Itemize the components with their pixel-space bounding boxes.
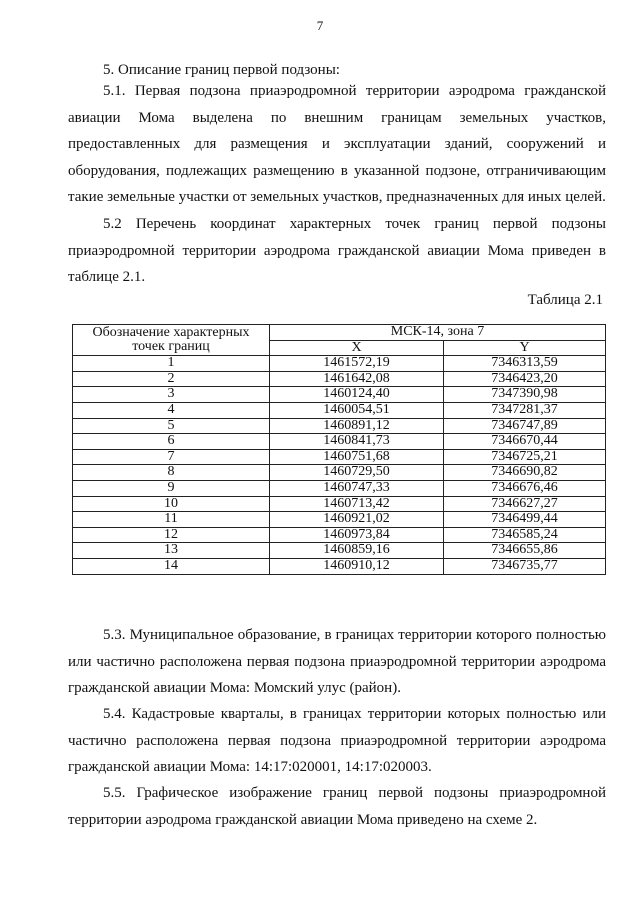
point-number-cell: 5 — [73, 418, 270, 434]
y-coordinate-cell: 7346747,89 — [444, 418, 606, 434]
y-coordinate-cell: 7346499,44 — [444, 512, 606, 528]
x-coordinate-cell: 1460713,42 — [270, 496, 444, 512]
y-coordinate-cell: 7346725,21 — [444, 449, 606, 465]
y-coordinate-cell: 7346670,44 — [444, 434, 606, 450]
point-number-cell: 8 — [73, 465, 270, 481]
point-number-cell: 2 — [73, 371, 270, 387]
x-coordinate-cell: 1460973,84 — [270, 527, 444, 543]
paragraph-5-1: 5.1. Первая подзона приаэродромной территории аэродрома гражданской авиации Мома выделена по внешним границам земельных участков, предоставленных для размещения и эксплуатации зданий, сооружений и оборудования, подлежащих размещению в указанной подзоне, отграничивающим такие земельные участки от земельных участков, предназначенных для иных целей. — [68, 83, 606, 205]
header-points: Обозначение характерных точек границ — [73, 325, 270, 356]
table-row — [73, 356, 606, 372]
y-coordinate-cell: 7347281,37 — [444, 402, 606, 418]
coordinates-table — [72, 324, 606, 575]
table-row — [73, 558, 606, 574]
y-coordinate-cell: 7346627,27 — [444, 496, 606, 512]
point-number-cell: 9 — [73, 480, 270, 496]
table-row — [73, 480, 606, 496]
point-number-cell: 3 — [73, 387, 270, 403]
point-number-cell: 1 — [73, 356, 270, 372]
paragraph-5-4: 5.4. Кадастровые кварталы, в границах территории которых полностью или частично расположена первая подзона приаэродромной территории аэродрома гражданской авиации Мома: 14:17:020001, 14:17:020003. — [68, 706, 606, 775]
table-row — [73, 527, 606, 543]
section-heading: 5. Описание границ первой подзоны: — [103, 62, 340, 78]
y-coordinate-cell: 7346585,24 — [444, 527, 606, 543]
x-coordinate-cell: 1460921,02 — [270, 512, 444, 528]
x-coordinate-cell: 1460859,16 — [270, 543, 444, 559]
x-coordinate-cell: 1461642,08 — [270, 371, 444, 387]
table-row — [73, 402, 606, 418]
table-header-row — [73, 325, 606, 341]
table-row — [73, 418, 606, 434]
table-caption: Таблица 2.1 — [527, 292, 603, 308]
table-row — [73, 465, 606, 481]
point-number-cell: 14 — [73, 558, 270, 574]
table-row — [73, 543, 606, 559]
y-coordinate-cell: 7347390,98 — [444, 387, 606, 403]
x-coordinate-cell: 1460747,33 — [270, 480, 444, 496]
table-row — [73, 371, 606, 387]
y-coordinate-cell: 7346423,20 — [444, 371, 606, 387]
paragraph-5-2: 5.2 Перечень координат характерных точек границ первой подзоны приаэродромной территории аэродрома гражданской авиации Мома приведен в таблице 2.1. — [68, 216, 606, 285]
header-x: X — [270, 340, 444, 356]
point-number-cell: 7 — [73, 449, 270, 465]
point-number-cell: 11 — [73, 512, 270, 528]
y-coordinate-cell: 7346313,59 — [444, 356, 606, 372]
table-row — [73, 434, 606, 450]
table-row — [73, 496, 606, 512]
y-coordinate-cell: 7346676,46 — [444, 480, 606, 496]
point-number-cell: 12 — [73, 527, 270, 543]
table-row — [73, 449, 606, 465]
x-coordinate-cell: 1460841,73 — [270, 434, 444, 450]
x-coordinate-cell: 1460910,12 — [270, 558, 444, 574]
paragraph-5-3: 5.3. Муниципальное образование, в границах территории которого полностью или частично расположена первая подзона приаэродромной территории аэродрома гражданской авиации Мома: Момский улус (район). — [68, 627, 606, 696]
point-number-cell: 6 — [73, 434, 270, 450]
y-coordinate-cell: 7346690,82 — [444, 465, 606, 481]
x-coordinate-cell: 1461572,19 — [270, 356, 444, 372]
table-row — [73, 387, 606, 403]
table-row — [73, 512, 606, 528]
table-body — [73, 356, 606, 574]
point-number-cell: 13 — [73, 543, 270, 559]
x-coordinate-cell: 1460054,51 — [270, 402, 444, 418]
x-coordinate-cell: 1460729,50 — [270, 465, 444, 481]
point-number-cell: 10 — [73, 496, 270, 512]
paragraph-5-5: 5.5. Графическое изображение границ первой подзоны приаэродромной территории аэродрома гражданской авиации Мома приведено на схеме 2. — [68, 785, 606, 828]
header-coordinate-system: МСК-14, зона 7 — [270, 325, 606, 341]
y-coordinate-cell: 7346735,77 — [444, 558, 606, 574]
y-coordinate-cell: 7346655,86 — [444, 543, 606, 559]
x-coordinate-cell: 1460124,40 — [270, 387, 444, 403]
x-coordinate-cell: 1460751,68 — [270, 449, 444, 465]
page-number: 7 — [316, 18, 324, 33]
x-coordinate-cell: 1460891,12 — [270, 418, 444, 434]
header-y: Y — [444, 340, 606, 356]
point-number-cell: 4 — [73, 402, 270, 418]
